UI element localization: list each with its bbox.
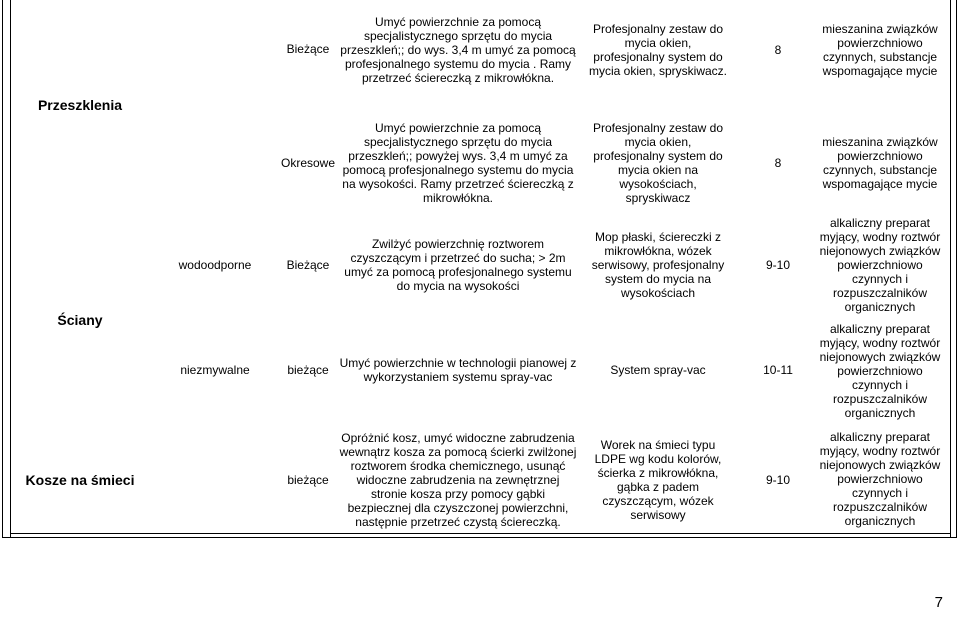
method-cell: Opróżnić kosz, umyć widoczne zabrudzenia wewnątrz kosza za pomocą ścierki zwilżonej roztworem środka chemicznego, usunąć widoczne zabrudzenia na zewnętrznej stronie kosza przy pomocy gąbki bezpiecznej dla czyszczonej powierzchni, następnie przetrzeć czystą ściereczką. — [339, 431, 577, 529]
frequency-cell: Bieżące — [286, 42, 330, 56]
agents-cell: mieszanina związków powierzchniowo czynnych, substancje wspomagające mycie — [822, 135, 938, 191]
method-cell: Zwilżyć powierzchnię roztworem czyszczącym i przetrzeć do sucha; > 2m umyć za pomocą profesjonalnego systemu do mycia na wysokości — [344, 237, 572, 293]
frequency-cell: bieżące — [287, 363, 329, 377]
category-sciany: Ściany — [57, 312, 103, 328]
frame-right-outer — [956, 0, 957, 538]
equipment-cell: Profesjonalny zestaw do mycia okien, profesjonalny system do mycia okien na wysokościach, spryskiwacz — [592, 121, 724, 205]
ph-cell: 8 — [774, 156, 782, 170]
category-przeszklenia: Przeszklenia — [37, 97, 123, 113]
ph-cell: 8 — [774, 43, 782, 57]
agents-cell: mieszanina związków powierzchniowo czynnych, substancje wspomagające mycie — [822, 22, 938, 78]
frequency-cell: Okresowe — [280, 156, 336, 170]
frequency-cell: Bieżące — [286, 258, 330, 272]
surface-cell: niezmywalne — [180, 363, 250, 377]
agents-cell: alkaliczny preparat myjący, wodny roztwór niejonowych związków powierzchniowo czynnych i rozpuszczalników organicznych — [819, 216, 941, 314]
ph-cell: 9-10 — [765, 473, 791, 487]
ph-cell: 10-11 — [763, 363, 793, 377]
method-cell: Umyć powierzchnie za pomocą specjalistycznego sprzętu do mycia przeszkleń;; do wys. 3,4 m umyć za pomocą profesjonalnego systemu do mycia . Ramy przetrzeć ściereczką z mikrowłókna. — [340, 15, 576, 85]
category-kosze: Kosze na śmieci — [25, 472, 135, 488]
frame-bottom-inner — [10, 533, 951, 534]
equipment-cell: System spray-vac — [610, 363, 706, 377]
frame-right-inner — [950, 0, 951, 538]
page-number: 7 — [934, 594, 943, 611]
agents-cell: alkaliczny preparat myjący, wodny roztwór niejonowych związków powierzchniowo czynnych i rozpuszczalników organicznych — [819, 321, 941, 420]
method-cell: Umyć powierzchnie za pomocą specjalistycznego sprzętu do mycia przeszkleń;; powyżej wys. 3,4 m umyć za pomocą profesjonalnego systemu do mycia na wysokości. Ramy przetrzeć ściereczką z mikrowłókna. — [342, 121, 574, 205]
ph-cell: 9-10 — [765, 258, 791, 272]
frame-bottom — [2, 537, 957, 538]
agents-cell: alkaliczny preparat myjący, wodny roztwór niejonowych związków powierzchniowo czynnych i rozpuszczalników organicznych — [819, 430, 941, 528]
frequency-cell: bieżące — [287, 473, 329, 487]
equipment-cell: Worek na śmieci typu LDPE wg kodu kolorów, ścierka z mikrowłókna, gąbka z padem czyszczącym, wózek serwisowy — [594, 438, 722, 522]
surface-cell: wodoodporne — [178, 258, 252, 272]
frame-left-inner — [10, 0, 11, 538]
frame-left-outer — [2, 0, 3, 538]
equipment-cell: Mop płaski, ściereczki z mikrowłókna, wózek serwisowy, profesjonalny system do mycia na wysokościach — [591, 230, 725, 300]
equipment-cell: Profesjonalny zestaw do mycia okien, profesjonalny system do mycia okien, spryskiwacz. — [588, 22, 728, 78]
method-cell: Umyć powierzchnie w technologii pianowej z wykorzystaniem systemu spray-vac — [339, 356, 577, 384]
